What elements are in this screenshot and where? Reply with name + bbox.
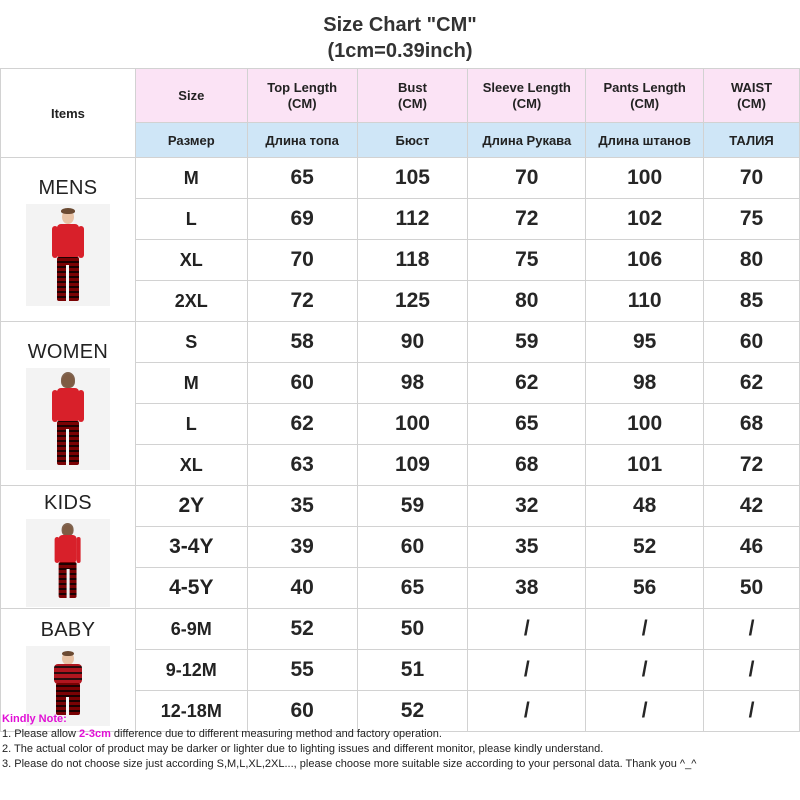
sleeve-length-header: Sleeve Length (CM) (468, 69, 586, 123)
table-row (1, 609, 800, 650)
waist-cell: / (704, 609, 800, 650)
pants-length-cell: 106 (586, 240, 704, 281)
pants-length-cell: 56 (586, 568, 704, 609)
sleeve-length-cell: 65 (468, 404, 586, 445)
model-hair (61, 208, 75, 214)
pants-length-cell: 102 (586, 199, 704, 240)
size-cell: 9-12M (135, 650, 247, 691)
top-length-cell: 35 (247, 486, 357, 527)
notes-section (2, 712, 798, 772)
note-line-1: 1. Please allow 2-3cm difference due to different measuring method and factory operation. (2, 728, 442, 740)
model-arm-right (78, 390, 84, 422)
table-row (1, 158, 800, 199)
top-length-cell: 40 (247, 568, 357, 609)
size-header-ru: Размер (135, 123, 247, 158)
sleeve-length-cell: 70 (468, 158, 586, 199)
waist-cell: 42 (704, 486, 800, 527)
top-length-cell: 60 (247, 691, 357, 732)
bust-cell: 98 (357, 363, 468, 404)
bust-cell: 109 (357, 445, 468, 486)
pants-length-cell: 98 (586, 363, 704, 404)
model-top (57, 388, 79, 422)
model-arm-left (52, 390, 58, 422)
table-row (1, 486, 800, 527)
size-cell: L (135, 404, 247, 445)
size-cell: 6-9M (135, 609, 247, 650)
size-cell: XL (135, 240, 247, 281)
bust-cell: 125 (357, 281, 468, 322)
pants-length-cell: 110 (586, 281, 704, 322)
chart-title: Size Chart "CM" (323, 14, 477, 36)
size-cell: M (135, 158, 247, 199)
sleeve-length-cell: 32 (468, 486, 586, 527)
model-hair (61, 372, 75, 388)
note-line-2: 2. The actual color of product may be darker or lighter due to lighting issues and different monitor, please kindly understand. (2, 743, 604, 755)
items-header: Items (1, 69, 136, 158)
bust-cell: 118 (357, 240, 468, 281)
size-chart-table (0, 68, 800, 732)
pants-length-cell: 100 (586, 158, 704, 199)
top-length-cell: 63 (247, 445, 357, 486)
size-cell: 2Y (135, 486, 247, 527)
bust-cell: 51 (357, 650, 468, 691)
waist-cell: 60 (704, 322, 800, 363)
note-line-3: 3. Please do not choose size just according S,M,L,XL,2XL..., please choose more suitable size according to your personal data. Thank you ^_^ (2, 758, 697, 770)
bust-header-ru: Бюст (357, 123, 468, 158)
top-length-cell: 65 (247, 158, 357, 199)
bust-cell: 50 (357, 609, 468, 650)
bust-cell: 60 (357, 527, 468, 568)
sleeve-length-cell: / (468, 691, 586, 732)
top-length-cell: 72 (247, 281, 357, 322)
size-cell: 2XL (135, 281, 247, 322)
waist-cell: 68 (704, 404, 800, 445)
leg-gap (66, 429, 69, 465)
top-length-cell: 69 (247, 199, 357, 240)
waist-header-ru: ТАЛИЯ (704, 123, 800, 158)
model-arm-right (78, 226, 84, 258)
waist-header: WAIST (CM) (704, 69, 800, 123)
mens-model-photo (26, 204, 110, 306)
top-length-cell: 62 (247, 404, 357, 445)
leg-gap (66, 265, 69, 301)
sleeve-length-cell: 62 (468, 363, 586, 404)
sleeve-length-header-ru: Длина Рукава (468, 123, 586, 158)
model-top (54, 664, 81, 685)
sleeve-length-cell: 59 (468, 322, 586, 363)
top-length-header: Top Length (CM) (247, 69, 357, 123)
group-cell-kids (1, 486, 136, 609)
bust-cell: 52 (357, 691, 468, 732)
top-length-cell: 52 (247, 609, 357, 650)
sleeve-length-cell: / (468, 609, 586, 650)
waist-cell: 75 (704, 199, 800, 240)
size-cell: M (135, 363, 247, 404)
pants-length-cell: / (586, 691, 704, 732)
waist-cell: 62 (704, 363, 800, 404)
pants-length-cell: / (586, 650, 704, 691)
sleeve-length-cell: 75 (468, 240, 586, 281)
bust-cell: 59 (357, 486, 468, 527)
size-header: Size (135, 69, 247, 123)
model-hair (62, 651, 75, 657)
waist-cell: / (704, 691, 800, 732)
pants-length-cell: 52 (586, 527, 704, 568)
group-name: BABY (40, 618, 96, 641)
bust-cell: 90 (357, 322, 468, 363)
group-cell-mens (1, 158, 136, 322)
model-arm-right (76, 537, 81, 563)
notes-heading: Kindly Note: (2, 713, 67, 725)
pants-length-header-ru: Длина штанов (586, 123, 704, 158)
top-length-header-ru: Длина топа (247, 123, 357, 158)
size-cell: 3-4Y (135, 527, 247, 568)
size-cell: 4-5Y (135, 568, 247, 609)
top-length-cell: 55 (247, 650, 357, 691)
bust-cell: 65 (357, 568, 468, 609)
leg-gap (66, 569, 69, 599)
bust-cell: 112 (357, 199, 468, 240)
pants-length-cell: / (586, 609, 704, 650)
waist-cell: 85 (704, 281, 800, 322)
sleeve-length-cell: 38 (468, 568, 586, 609)
pants-length-cell: 100 (586, 404, 704, 445)
group-cell-women (1, 322, 136, 486)
top-length-cell: 70 (247, 240, 357, 281)
sleeve-length-cell: 72 (468, 199, 586, 240)
size-cell: S (135, 322, 247, 363)
women-model-photo (26, 368, 110, 470)
chart-subtitle: (1cm=0.39inch) (327, 40, 473, 62)
header-row-en (1, 69, 800, 123)
pants-length-cell: 101 (586, 445, 704, 486)
waist-cell: 70 (704, 158, 800, 199)
top-length-cell: 58 (247, 322, 357, 363)
group-name: WOMEN (27, 341, 109, 363)
sleeve-length-cell: 68 (468, 445, 586, 486)
size-cell: XL (135, 445, 247, 486)
waist-cell: 72 (704, 445, 800, 486)
model-top (57, 224, 79, 258)
kids-model-photo (26, 519, 110, 607)
waist-cell: 80 (704, 240, 800, 281)
model-arm-left (55, 537, 60, 563)
note-accent: 2-3cm (79, 728, 111, 740)
size-cell: 12-18M (135, 691, 247, 732)
model-hair (62, 523, 74, 536)
top-length-cell: 39 (247, 527, 357, 568)
mens-model-figure (48, 206, 88, 304)
size-cell: L (135, 199, 247, 240)
bust-cell: 105 (357, 158, 468, 199)
waist-cell: / (704, 650, 800, 691)
waist-cell: 50 (704, 568, 800, 609)
kids-model-figure (52, 521, 85, 605)
group-name: KIDS (43, 491, 92, 514)
bust-cell: 100 (357, 404, 468, 445)
waist-cell: 46 (704, 527, 800, 568)
top-length-cell: 60 (247, 363, 357, 404)
sleeve-length-cell: 80 (468, 281, 586, 322)
bust-header: Bust (CM) (357, 69, 468, 123)
model-top (59, 535, 77, 563)
sleeve-length-cell: 35 (468, 527, 586, 568)
model-arm-left (52, 226, 58, 258)
pants-length-header: Pants Length (CM) (586, 69, 704, 123)
group-name: MENS (38, 177, 98, 199)
pants-length-cell: 48 (586, 486, 704, 527)
table-row (1, 322, 800, 363)
women-model-figure (48, 370, 88, 468)
sleeve-length-cell: / (468, 650, 586, 691)
pants-length-cell: 95 (586, 322, 704, 363)
